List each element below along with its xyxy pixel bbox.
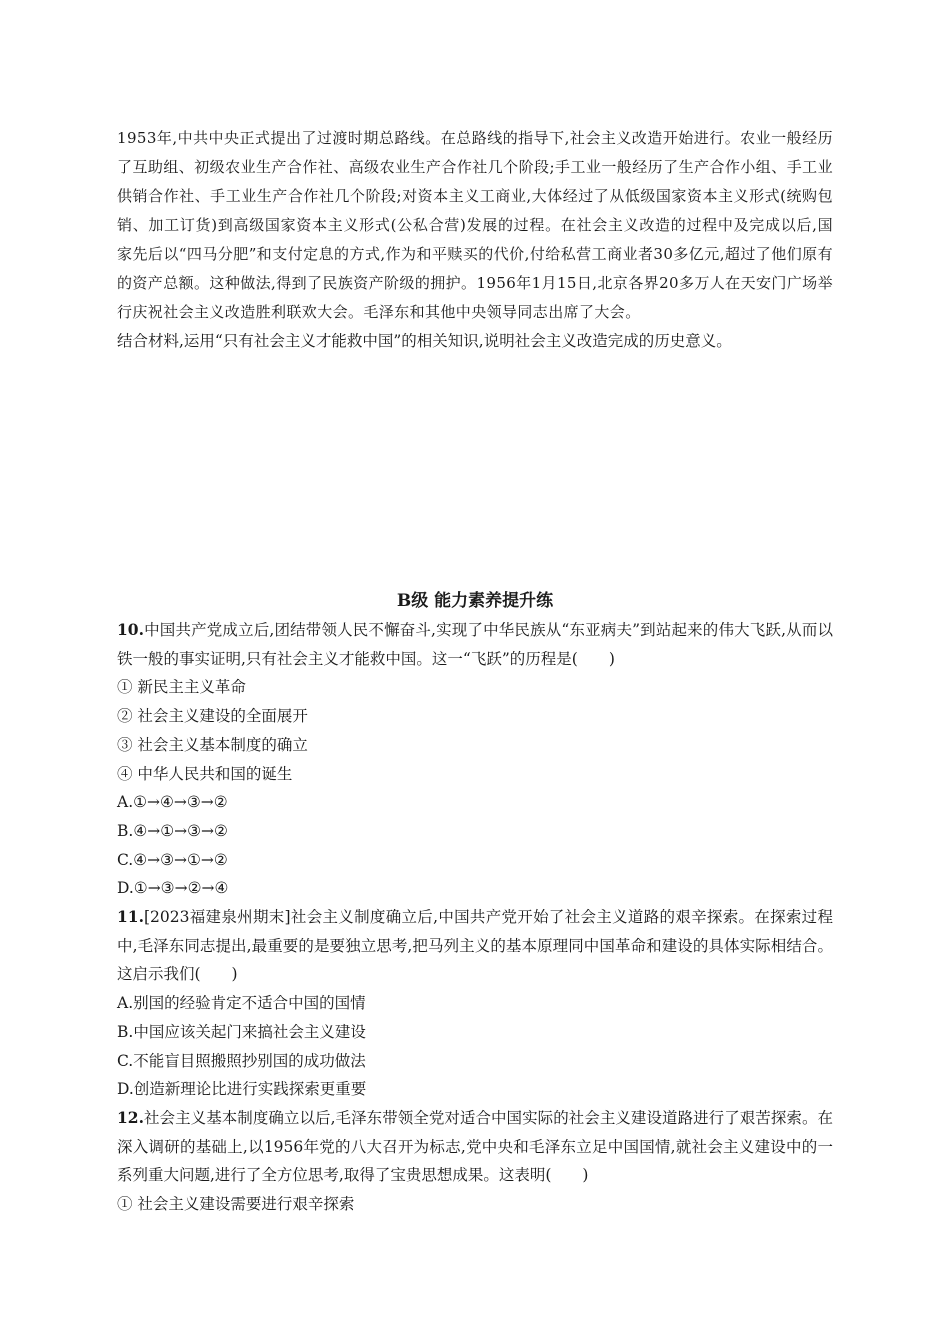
material-text: 1953年,中共中央正式提出了过渡时期总路线。在总路线的指导下,社会主义改造开始进行。农业一般经历了互助组、初级农业生产合作社、高级农业生产合作社几个阶段;手工业一般经历了生产合作小组、手工业供销合作社、手工业生产合作社几个阶段;对资本主义工商业,大体经过了从低级国家资本主义形式(统购包销、加工订货)到高级国家资本主义形式(公私合营)发展的过程。在社会主义改造的过程中及完成以后,国家先后以“四马分肥”和支付定息的方式,作为和平赎买的代价,付给私营工商业者30多亿元,超过了他们原有的资产总额。这种做法,得到了民族资产阶级的拥护。1956年1月15日,北京各界20多万人在天安门广场举行庆祝社会主义改造胜利联欢大会。毛泽东和其他中央领导同志出席了大会。: [117, 129, 833, 321]
option-b: B.中国应该关起门来搞社会主义建设: [117, 1022, 366, 1041]
question-number: 12.: [117, 1107, 144, 1127]
question-text: [2023福建泉州期末]社会主义制度确立后,中国共产党开始了社会主义道路的艰辛探索。在探索过程中,毛泽东同志提出,最重要的是要独立思考,把马列主义的基本原理同中国革命和建设的具体实际相结合。这启示我们( ): [117, 908, 833, 984]
question-12: [117, 1104, 833, 1219]
question-stem: [117, 903, 833, 989]
question-10: [117, 616, 833, 903]
option-c: C.④→③→①→②: [117, 850, 228, 869]
question-text: 中国共产党成立后,团结带领人民不懈奋斗,实现了中华民族从“东亚病夫”到站起来的伟大飞跃,从而以铁一般的事实证明,只有社会主义才能救中国。这一“飞跃”的历程是( ): [117, 621, 833, 668]
question-stem: [117, 1104, 833, 1190]
option-d: D.①→③→②→④: [117, 879, 229, 898]
statement-item: ② 社会主义建设的全面展开: [117, 707, 308, 726]
option-a: A.别国的经验肯定不适合中国的国情: [117, 994, 366, 1013]
statement-item: ① 新民主主义革命: [117, 678, 246, 697]
material-block: [117, 124, 833, 356]
question-number: 10.: [117, 620, 144, 639]
question-list: [117, 616, 833, 1219]
question-stem: [117, 616, 833, 673]
statement-item: ③ 社会主义基本制度的确立: [117, 735, 308, 754]
question-text: 社会主义基本制度确立以后,毛泽东带领全党对适合中国实际的社会主义建设道路进行了艰苦探索。在深入调研的基础上,以1956年党的八大召开为标志,党中央和毛泽东立足中国国情,就社会主义建设中的一系列重大问题,进行了全方位思考,取得了宝贵思想成果。这表明( ): [117, 1108, 833, 1185]
question-number: 11.: [117, 907, 144, 927]
material-prompt: 结合材料,运用“只有社会主义才能救中国”的相关知识,说明社会主义改造完成的历史意义。: [117, 332, 732, 350]
option-a: A.①→④→③→②: [117, 793, 228, 812]
question-11: [117, 903, 833, 1104]
option-c: C.不能盲目照搬照抄别国的成功做法: [117, 1051, 366, 1070]
statement-item: ① 社会主义建设需要进行艰辛探索: [117, 1195, 355, 1214]
option-b: B.④→①→③→②: [117, 821, 228, 840]
section-title: B级 能力素养提升练: [396, 591, 554, 611]
statement-item: ④ 中华人民共和国的诞生: [117, 764, 293, 783]
option-d: D.创造新理论比进行实践探索更重要: [117, 1080, 367, 1099]
